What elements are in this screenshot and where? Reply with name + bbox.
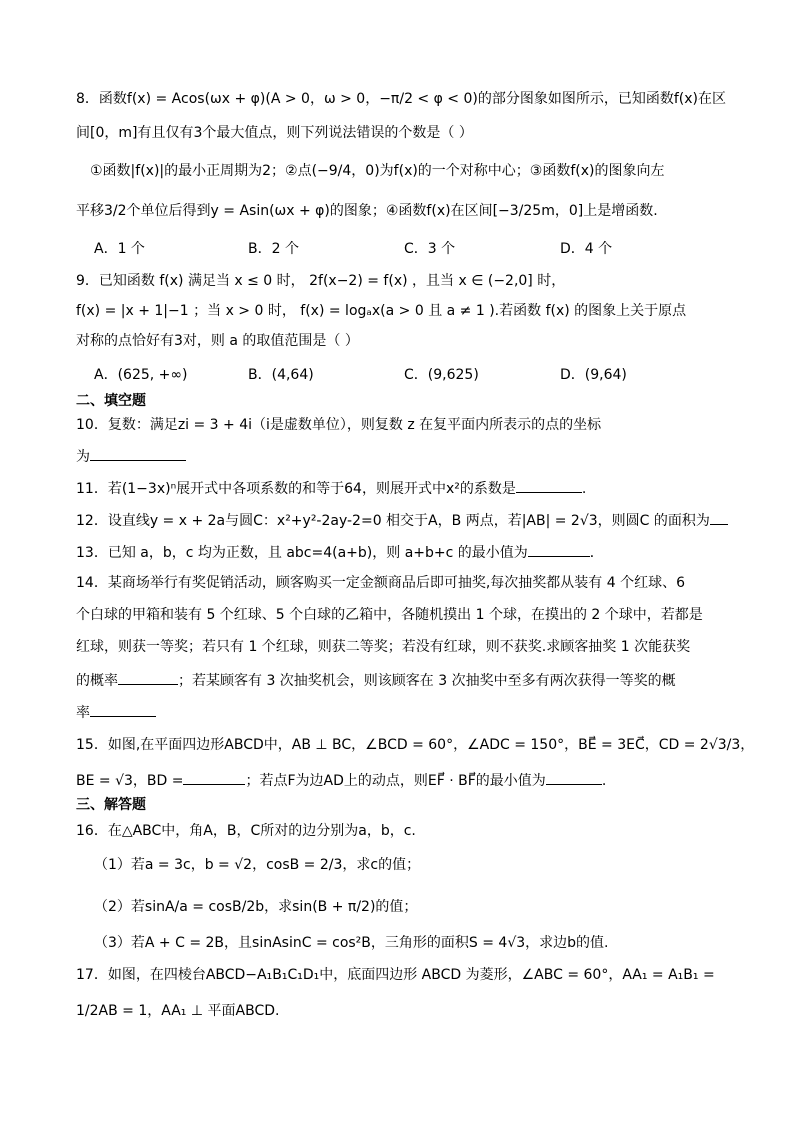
q10-prefix: 为 xyxy=(76,449,90,465)
q13-answer-blank[interactable] xyxy=(528,542,590,557)
q17-line-1: 17．如图，在四棱台ABCD−A₁B₁C₁D₁中，底面四边形 ABCD 为菱形，∠ABC = 60°，AA₁ = A₁B₁ = xyxy=(76,967,715,983)
q12-text: 12．设直线y = x + 2a与圆C：x²+y²-2ay-2=0 相交于A，B 两点，若|AB| = 2√3，则圆C 的面积为 xyxy=(76,513,710,529)
q16-line-1: 16．在△ABC中，角A，B，C所对的边分别为a，b，c. xyxy=(76,823,416,839)
section-heading-solutions: 三、解答题 xyxy=(76,797,146,813)
q8-line-3: ①函数|f(x)|的最小正周期为2；②点(−9/4，0)为f(x)的一个对称中心；③函数f(x)的图象向左 xyxy=(90,163,665,179)
q15-answer-blank-2[interactable] xyxy=(546,770,602,785)
q8-line-2: 间[0，m]有且仅有3个最大值点，则下列说法错误的个数是（ ） xyxy=(76,125,473,141)
q14-prefix-2: 率 xyxy=(76,705,90,721)
q15-line-1: 15．如图,在平面四边形ABCD中，AB ⊥ BC，∠BCD = 60°，∠ADC = 150°，BE⃗ = 3EC⃗，CD = 2√3/3， xyxy=(76,737,755,753)
q9-choice-a: A．(625, +∞) xyxy=(94,367,188,383)
q8-line-4: 平移3/2个单位后得到y = Asin(ωx + φ)的图象；④函数f(x)在区间[−3/25m，0]上是增函数. xyxy=(76,203,658,219)
q10-answer-blank[interactable] xyxy=(90,446,186,461)
q16-part-1: （1）若a = 3c，b = √2，cosB = 2/3，求c的值； xyxy=(94,857,421,873)
q13-end: ． xyxy=(589,545,604,561)
q14-line-3: 红球，则获一等奖；若只有 1 个红球，则获二等奖；若没有红球，则不获奖.求顾客抽奖 1 次能获奖 xyxy=(76,639,691,655)
q9-choice-c: C．(9,625) xyxy=(404,367,479,383)
q15-end: . xyxy=(601,773,607,789)
q16-part-2: （2）若sinA/a = cosB/2b，求sin(B + π/2)的值； xyxy=(94,899,418,915)
q11-line xyxy=(76,478,586,498)
q9-choice-b: B．(4,64) xyxy=(248,367,314,383)
q14-line-1: 14．某商场举行有奖促销活动，顾客购买一定金额商品后即可抽奖,每次抽奖都从装有 4 个红球、6 xyxy=(76,575,685,591)
q13-text: 13．已知 a，b，c 均为正数，且 abc=4(a+b)，则 a+b+c 的最小值为 xyxy=(76,545,528,561)
q8-choice-b: B．2 个 xyxy=(248,241,299,257)
q11-end: . xyxy=(581,481,587,497)
q14-prefix-1: 的概率 xyxy=(76,673,118,689)
q14-line-4 xyxy=(76,670,676,690)
q9-line-2: f(x) = |x + 1|−1 ；当 x > 0 时， f(x) = logₐx(a > 0 且 a ≠ 1 ).若函数 f(x) 的图象上关于原点 xyxy=(76,303,687,319)
q11-answer-blank[interactable] xyxy=(516,478,582,493)
q13-line xyxy=(76,542,604,562)
q8-choice-a: A．1 个 xyxy=(94,241,145,257)
q11-text: 11．若(1−3x)ⁿ展开式中各项系数的和等于64，则展开式中x²的系数是 xyxy=(76,481,516,497)
q14-answer-blank-1[interactable] xyxy=(118,670,178,685)
q14-answer-blank-2[interactable] xyxy=(90,702,156,717)
q12-line xyxy=(76,510,728,530)
q14-line-5 xyxy=(76,702,156,722)
q14-line-2: 个白球的甲箱和装有 5 个红球、5 个白球的乙箱中，各随机摸出 1 个球，在摸出的 2 个球中，若都是 xyxy=(76,607,703,623)
q15-line-2 xyxy=(76,770,606,790)
q14-mid: ；若某顾客有 3 次抽奖机会，则该顾客在 3 次抽奖中至多有两次获得一等奖的概 xyxy=(178,673,676,689)
q12-answer-blank[interactable] xyxy=(710,510,728,525)
section-heading-fill-in: 二、填空题 xyxy=(76,393,146,409)
q15-text-2: ；若点F为边AD上的动点，则EF⃗ · BF⃗的最小值为 xyxy=(245,773,546,789)
q16-part-3: （3）若A + C = 2B，且sinAsinC = cos²B，三角形的面积S = 4√3，求边b的值. xyxy=(94,935,609,951)
q8-choice-c: C．3 个 xyxy=(404,241,456,257)
q17-line-2: 1/2AB = 1，AA₁ ⊥ 平面ABCD. xyxy=(76,1003,280,1019)
q9-line-1: 9．已知函数 f(x) 满足当 x ≤ 0 时， 2f(x−2) = f(x) ，且当 x ∈ (−2,0] 时， xyxy=(76,273,566,289)
q10-line-1: 10．复数：满足zi = 3 + 4i（i是虚数单位），则复数 z 在复平面内所表示的点的坐标 xyxy=(76,417,602,433)
q10-line-2 xyxy=(76,446,186,466)
q15-text-1: BE = √3，BD = xyxy=(76,773,184,789)
q9-line-3: 对称的点恰好有3对，则 a 的取值范围是（ ） xyxy=(76,333,359,349)
q8-line-1: 8．函数f(x) = Acos(ωx + φ)(A > 0，ω > 0，−π/2 < φ < 0)的部分图象如图所示，已知函数f(x)在区 xyxy=(76,91,726,107)
q8-choice-d: D．4 个 xyxy=(560,241,613,257)
q15-answer-blank-1[interactable] xyxy=(183,770,245,785)
q9-choice-d: D．(9,64) xyxy=(560,367,627,383)
